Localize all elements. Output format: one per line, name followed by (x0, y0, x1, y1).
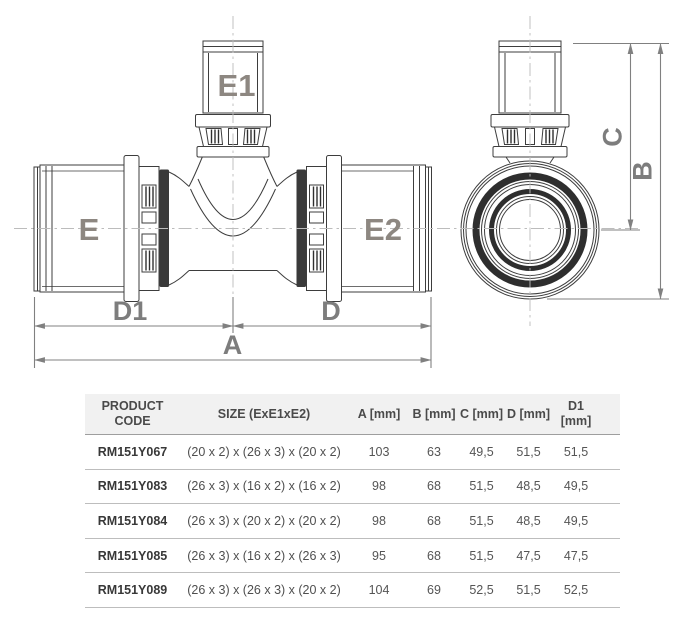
cell-d1: 49,5 (552, 469, 600, 504)
header-b: B [mm] (410, 394, 458, 435)
cell-d1: 47,5 (552, 538, 600, 573)
header-d1: D1 [mm] (552, 394, 600, 435)
header-product-code: PRODUCT CODE (85, 394, 180, 435)
table-row (85, 469, 620, 504)
header-a: A [mm] (348, 394, 410, 435)
label-dim-c: C (597, 127, 628, 147)
cell-spacer (600, 538, 620, 573)
cell-d: 51,5 (505, 435, 552, 470)
cell-a: 98 (348, 469, 410, 504)
label-port-e1: E1 (217, 68, 256, 103)
cell-b: 68 (410, 538, 458, 573)
cell-size: (26 x 3) x (20 x 2) x (20 x 2) (180, 504, 348, 539)
cell-a: 103 (348, 435, 410, 470)
label-dim-d1: D1 (112, 296, 148, 326)
table-row (85, 504, 620, 539)
table-header-row (85, 394, 620, 435)
table-row (85, 435, 620, 470)
spec-table-wrap (85, 394, 620, 608)
cell-d1: 49,5 (552, 504, 600, 539)
cell-d1: 52,5 (552, 573, 600, 608)
cell-size: (26 x 3) x (16 x 2) x (16 x 2) (180, 469, 348, 504)
cell-c: 52,5 (458, 573, 505, 608)
cell-code: RM151Y089 (85, 573, 180, 608)
cell-size: (26 x 3) x (16 x 2) x (26 x 3) (180, 538, 348, 573)
header-c: C [mm] (458, 394, 505, 435)
cell-a: 95 (348, 538, 410, 573)
cell-d: 51,5 (505, 573, 552, 608)
cell-d: 47,5 (505, 538, 552, 573)
header-spacer (600, 394, 620, 435)
cell-code: RM151Y085 (85, 538, 180, 573)
cell-d: 48,5 (505, 469, 552, 504)
cell-code: RM151Y084 (85, 504, 180, 539)
cell-b: 63 (410, 435, 458, 470)
header-d: D [mm] (505, 394, 552, 435)
spec-table (85, 394, 620, 608)
label-dim-b: B (627, 161, 658, 181)
cell-code: RM151Y083 (85, 469, 180, 504)
cell-b: 68 (410, 469, 458, 504)
cell-size: (26 x 3) x (26 x 3) x (20 x 2) (180, 573, 348, 608)
label-port-e2: E2 (364, 212, 402, 247)
table-row (85, 538, 620, 573)
cell-a: 104 (348, 573, 410, 608)
cell-size: (20 x 2) x (26 x 3) x (20 x 2) (180, 435, 348, 470)
label-port-e: E (78, 212, 100, 247)
cell-b: 69 (410, 573, 458, 608)
cell-code: RM151Y067 (85, 435, 180, 470)
cell-spacer (600, 435, 620, 470)
header-size: SIZE (ExE1xE2) (180, 394, 348, 435)
cell-c: 49,5 (458, 435, 505, 470)
cell-d1: 51,5 (552, 435, 600, 470)
cell-c: 51,5 (458, 469, 505, 504)
label-dim-d: D (321, 296, 341, 326)
cell-c: 51,5 (458, 504, 505, 539)
cell-spacer (600, 504, 620, 539)
cell-b: 68 (410, 504, 458, 539)
cell-c: 51,5 (458, 538, 505, 573)
cell-spacer (600, 469, 620, 504)
table-row (85, 573, 620, 608)
cell-spacer (600, 573, 620, 608)
cell-d: 48,5 (505, 504, 552, 539)
cell-a: 98 (348, 504, 410, 539)
label-dim-a: A (222, 330, 243, 360)
